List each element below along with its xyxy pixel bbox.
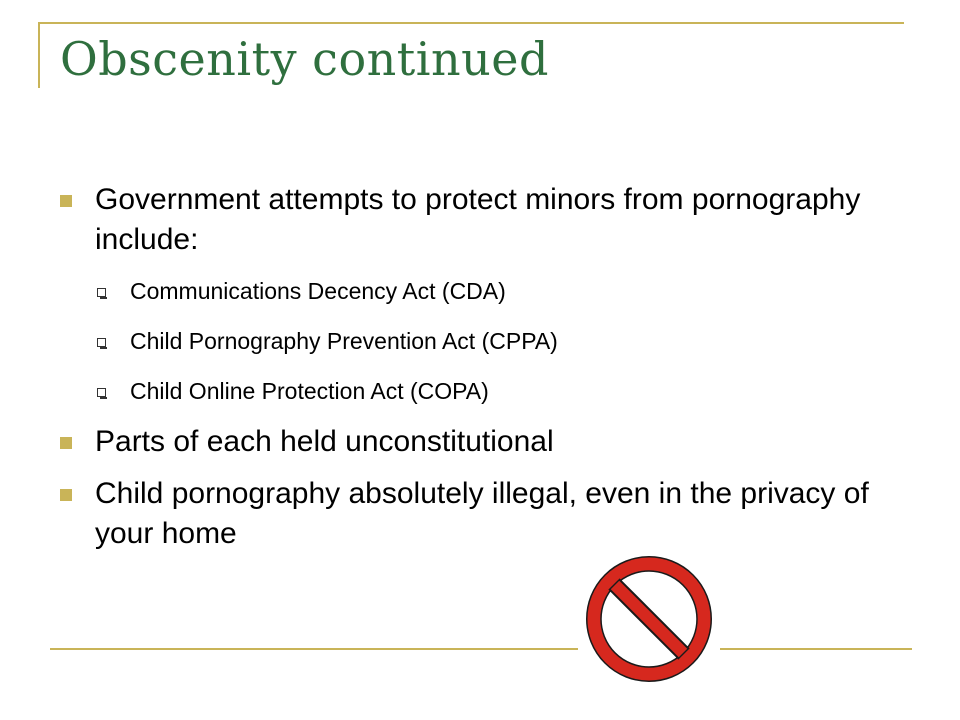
sub-bullet-item <box>60 376 900 406</box>
square-bullet-icon <box>60 489 72 501</box>
sub-bullet-text: Communications Decency Act (CDA) <box>130 278 506 304</box>
checkbox-bullet-icon <box>97 388 106 397</box>
sub-bullet-text: Child Online Protection Act (COPA) <box>130 378 489 404</box>
bullet-text: Parts of each held unconstitutional <box>95 425 554 458</box>
square-bullet-icon <box>60 195 72 207</box>
sub-bullet-item <box>60 276 900 306</box>
bottom-rule-right <box>720 648 912 650</box>
no-symbol-graphic <box>578 548 720 690</box>
bullet-text: Government attempts to protect minors from pornography include: <box>95 183 861 256</box>
checkbox-bullet-icon <box>97 338 106 347</box>
bullet-item <box>60 474 900 554</box>
bullet-item <box>60 422 900 462</box>
checkbox-bullet-icon <box>97 288 106 297</box>
bullet-list <box>60 180 900 566</box>
bottom-rule-left <box>50 648 578 650</box>
no-symbol-icon <box>578 548 720 690</box>
bullet-item <box>60 180 900 260</box>
square-bullet-icon <box>60 437 72 449</box>
top-rule <box>38 22 904 24</box>
slide-title: Obscenity continued <box>60 32 549 86</box>
sub-bullet-text: Child Pornography Prevention Act (CPPA) <box>130 328 558 354</box>
bullet-text: Child pornography absolutely illegal, even in the privacy of your home <box>95 477 869 550</box>
sub-bullet-item <box>60 326 900 356</box>
left-rule <box>38 22 40 88</box>
